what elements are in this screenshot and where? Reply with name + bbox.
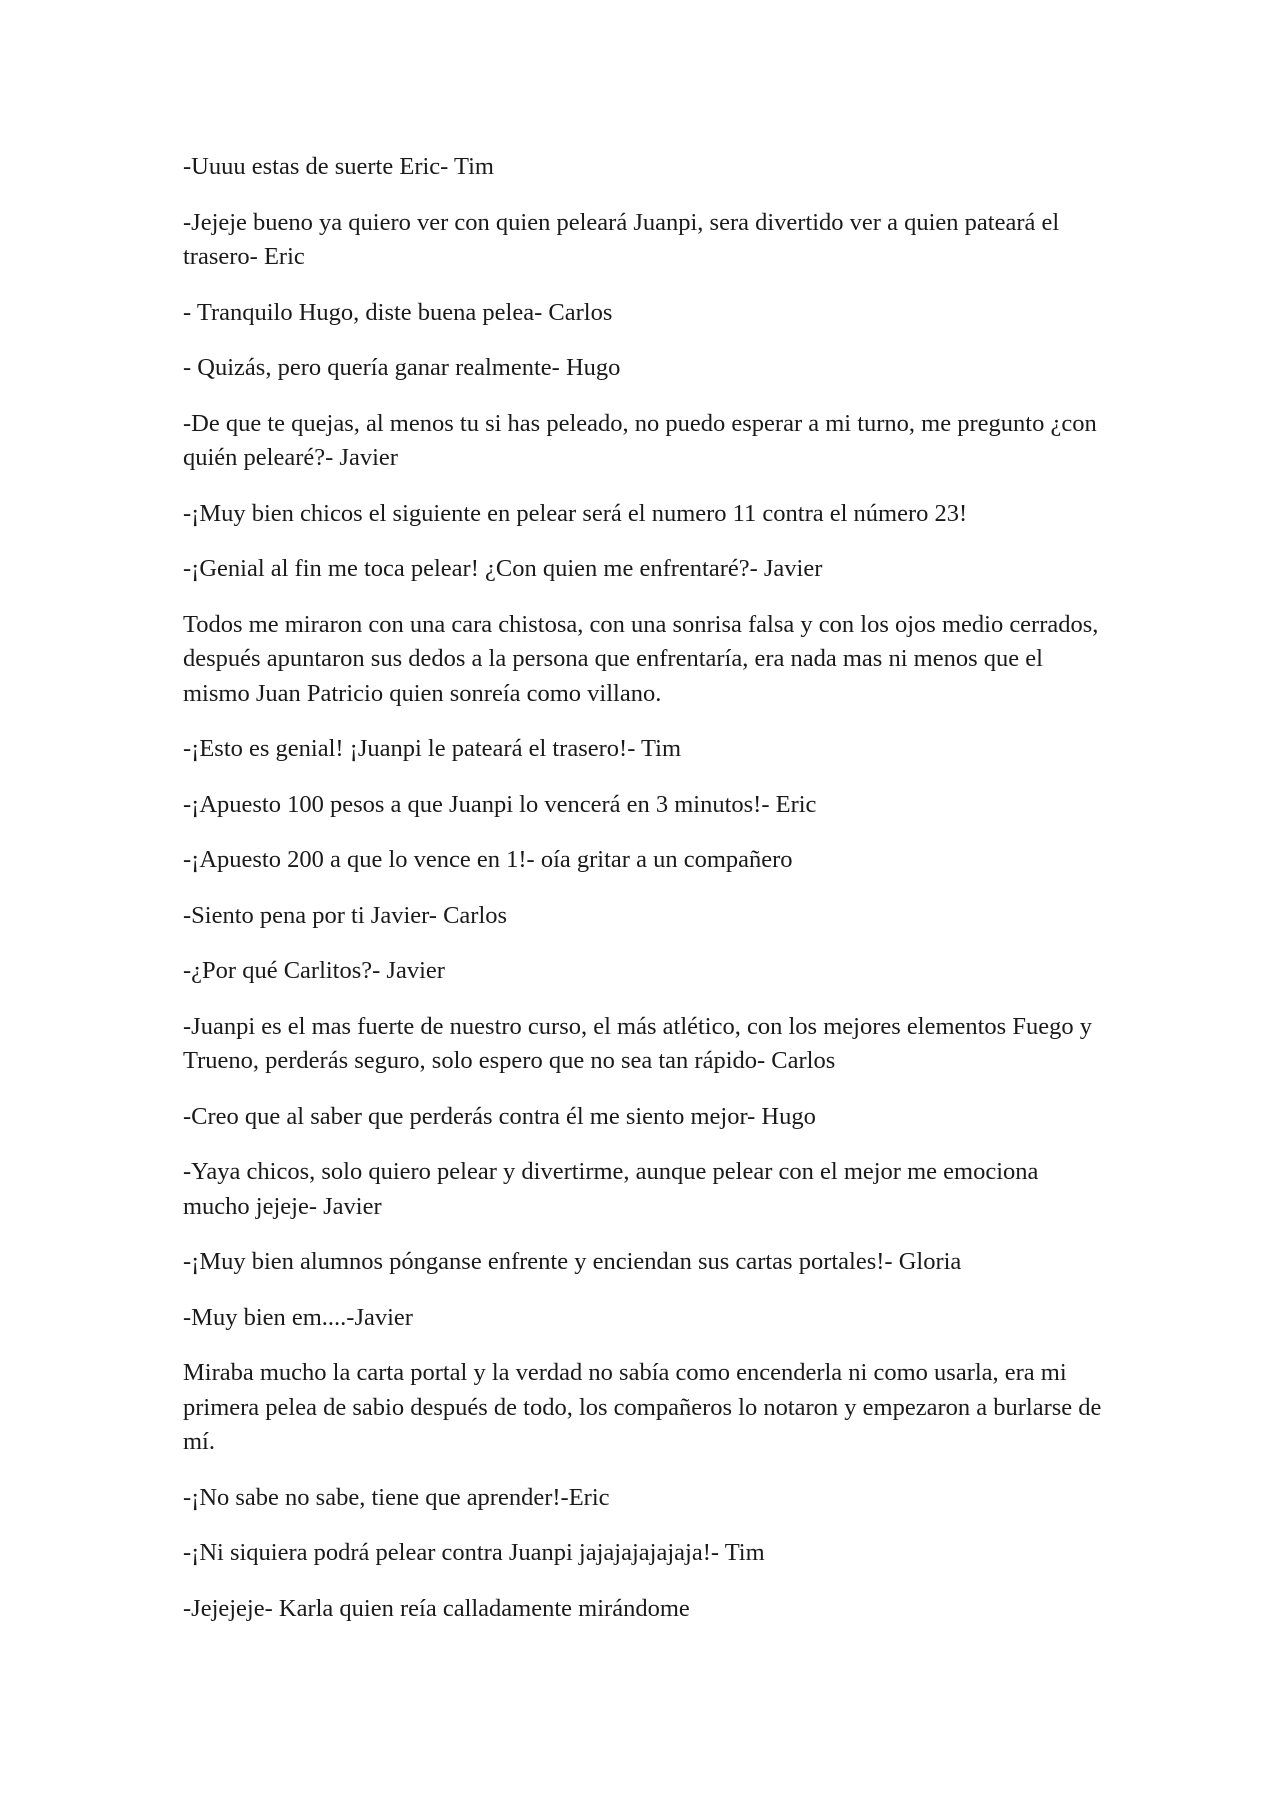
paragraph: -¡No sabe no sabe, tiene que aprender!-Eric <box>183 1483 610 1511</box>
document-body <box>183 150 1103 1647</box>
paragraph: -¡Muy bien alumnos pónganse enfrente y enciendan sus cartas portales!- Gloria <box>183 1248 962 1275</box>
paragraph: -Siento pena por ti Javier- Carlos <box>183 901 508 929</box>
paragraph: - Quizás, pero quería ganar realmente- Hugo <box>183 354 621 381</box>
paragraph: Todos me miraron con una cara chistosa, con una sonrisa falsa y con los ojos medio cerrados, después apuntaron sus dedos a la persona que enfrentaría, era nada mas ni menos que el mismo Juan Patricio quien sonreía como villano. <box>183 610 1099 707</box>
paragraph: -¡Esto es genial! ¡Juanpi le pateará el trasero!- Tim <box>183 735 682 762</box>
paragraph: -¡Apuesto 100 pesos a que Juanpi lo vencerá en 3 minutos!- Eric <box>183 790 817 818</box>
paragraph: -Jejeje bueno ya quiero ver con quien peleará Juanpi, sera divertido ver a quien pateará el trasero- Eric <box>183 208 1060 270</box>
paragraph: -Juanpi es el mas fuerte de nuestro curso, el más atlético, con los mejores elementos Fuego y Trueno, perderás seguro, solo espero que no sea tan rápido- Carlos <box>183 1012 1092 1074</box>
paragraph: - Tranquilo Hugo, diste buena pelea- Carlos <box>183 298 613 326</box>
paragraph: -Uuuu estas de suerte Eric- Tim <box>183 153 494 180</box>
paragraph: -Yaya chicos, solo quiero pelear y divertirme, aunque pelear con el mejor me emociona mucho jejeje- Javier <box>183 1158 1039 1220</box>
paragraph: -¡Apuesto 200 a que lo vence en 1!- oía gritar a un compañero <box>183 846 793 873</box>
paragraph: -¿Por qué Carlitos?- Javier <box>183 957 445 984</box>
paragraph: -Creo que al saber que perderás contra él me siento mejor- Hugo <box>183 1102 816 1130</box>
paragraph: Miraba mucho la carta portal y la verdad no sabía como encenderla ni como usarla, era mi primera pelea de sabio después de todo, los compañeros lo notaron y empezaron a burlarse de mí. <box>183 1359 1102 1455</box>
paragraph: -De que te quejas, al menos tu si has peleado, no puedo esperar a mi turno, me pregunto ¿con quién pelearé?- Javier <box>183 409 1097 471</box>
paragraph: -Jejejeje- Karla quien reía calladamente mirándome <box>183 1594 690 1622</box>
paragraph: -¡Muy bien chicos el siguiente en pelear será el numero 11 contra el número 23! <box>183 499 968 527</box>
paragraph: -¡Ni siquiera podrá pelear contra Juanpi jajajajajajaja!- Tim <box>183 1539 765 1566</box>
paragraph: -Muy bien em....-Javier <box>183 1303 413 1331</box>
paragraph: -¡Genial al fin me toca pelear! ¿Con quien me enfrentaré?- Javier <box>183 555 823 582</box>
